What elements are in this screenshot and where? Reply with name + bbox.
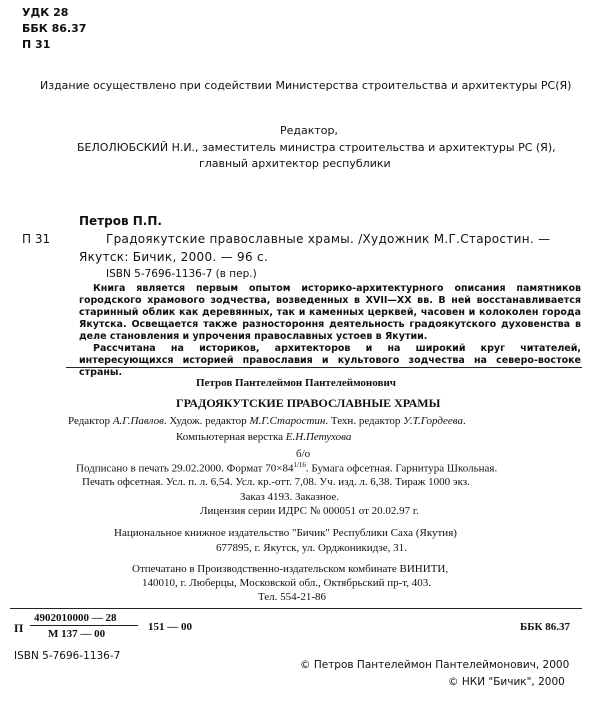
publisher-line-1: Национальное книжное издательство "Бичик" Республики Саха (Якутия) bbox=[114, 527, 457, 539]
printer-line-3: Тел. 554-21-86 bbox=[258, 591, 326, 603]
printer-line-1: Отпечатано в Производственно-издательском комбинате ВИНИТИ, bbox=[132, 563, 449, 575]
print-line-3: Заказ 4193. Заказное. bbox=[240, 491, 339, 503]
format-fraction: 1/16 bbox=[293, 461, 306, 469]
credits-label-tech: . Техн. редактор bbox=[325, 415, 401, 427]
copyright-author: © Петров Пантелеймон Пантелеймонович, 2000 bbox=[300, 659, 570, 671]
code-prefix: П bbox=[14, 621, 24, 635]
print-line-2: Печать офсетная. Усл. п. л. 6,54. Усл. кр.-отт. 7,08. Уч. изд. л. 6,38. Тираж 1000 экз. bbox=[82, 476, 470, 488]
divider-top bbox=[66, 367, 582, 368]
print-line-1-a: Подписано в печать 29.02.2000. Формат 70×84 bbox=[76, 462, 294, 475]
print-line-1 bbox=[76, 461, 497, 475]
isbn-footer: ISBN 5-7696-1136-7 bbox=[14, 650, 121, 662]
annotation-paragraph-1: Книга является первым опытом историко-архитектурного описания памятников городского храмового зодчества, возведенных в XVII—XX вв. В ней восстанавливается старинный облик как деревянных, так и каменных церквей, часовен и колоколен города Якутска. Освещается также разностороння деятельность градоякутского духовенства в деле становления и упрочения православных устоев в Якутии. bbox=[79, 283, 581, 342]
code-denominator: М 137 — 00 bbox=[48, 628, 106, 640]
editor-line-1: БЕЛОЛЮБСКИЙ Н.И., заместитель министра строительства и архитектуры РС (Я), bbox=[77, 141, 556, 154]
imprint-bo: б/о bbox=[296, 448, 311, 460]
author-mark-code: П 31 bbox=[22, 38, 51, 51]
imprint-layout bbox=[176, 431, 351, 443]
credits-editor-name: А.Г.Павлов bbox=[112, 415, 164, 427]
imprint-author: Петров Пантелеймон Пантелеймонович bbox=[196, 377, 396, 389]
publisher-line-2: 677895, г. Якутск, ул. Орджоникидзе, 31. bbox=[216, 542, 407, 554]
card-annotation bbox=[79, 283, 581, 379]
card-title-line-2: Якутск: Бичик, 2000. — 96 с. bbox=[79, 250, 269, 264]
divider-bottom bbox=[10, 608, 582, 609]
credits-art-name: М.Г.Старостин bbox=[249, 415, 326, 427]
layout-label: Компьютерная верстка bbox=[176, 431, 284, 443]
bottom-bbk: ББК 86.37 bbox=[520, 621, 571, 633]
credits-end: . bbox=[463, 415, 466, 427]
support-note: Издание осуществлено при содействии Министерства строительства и архитектуры РС(Я) bbox=[40, 79, 572, 92]
print-line-1-b: . Бумага офсетная. Гарнитура Школьная. bbox=[305, 462, 498, 475]
card-isbn: ISBN 5-7696-1136-7 (в пер.) bbox=[106, 268, 257, 280]
layout-name: Е.Н.Петухова bbox=[285, 431, 352, 443]
license-line: Лицензия серии ИДРС № 000051 от 20.02.97 г. bbox=[200, 505, 419, 517]
fraction-bar bbox=[30, 625, 138, 626]
copyright-publisher: © НКИ "Бичик", 2000 bbox=[448, 676, 565, 688]
code-numerator: 4902010000 — 28 bbox=[34, 612, 117, 624]
credits-label-art: . Худож. редактор bbox=[163, 415, 247, 427]
card-title-line-1: Градоякутские православные храмы. /Художник М.Г.Старостин. — bbox=[106, 232, 551, 246]
credits-label-editor: Редактор bbox=[68, 415, 111, 427]
editor-line-2: главный архитектор республики bbox=[199, 157, 391, 170]
udk-code: УДК 28 bbox=[22, 6, 69, 19]
printer-line-2: 140010, г. Люберцы, Московской обл., Октябрьский пр-т, 403. bbox=[142, 577, 432, 589]
imprint-credits bbox=[68, 415, 466, 427]
bbk-code: ББК 86.37 bbox=[22, 22, 87, 35]
card-author-mark: П 31 bbox=[22, 232, 51, 246]
editor-label: Редактор, bbox=[280, 124, 339, 137]
annotation-paragraph-2: Рассчитана на историков, архитекторов и на широкий круг читателей, интересующихся историей православия и культового зодчества на северо-востоке страны. bbox=[79, 343, 581, 378]
credits-tech-name: У.Т.Гордеева bbox=[403, 415, 463, 427]
imprint-title: ГРАДОЯКУТСКИЕ ПРАВОСЛАВНЫЕ ХРАМЫ bbox=[176, 396, 441, 410]
code-suffix: 151 — 00 bbox=[148, 621, 192, 633]
card-author: Петров П.П. bbox=[79, 214, 162, 228]
